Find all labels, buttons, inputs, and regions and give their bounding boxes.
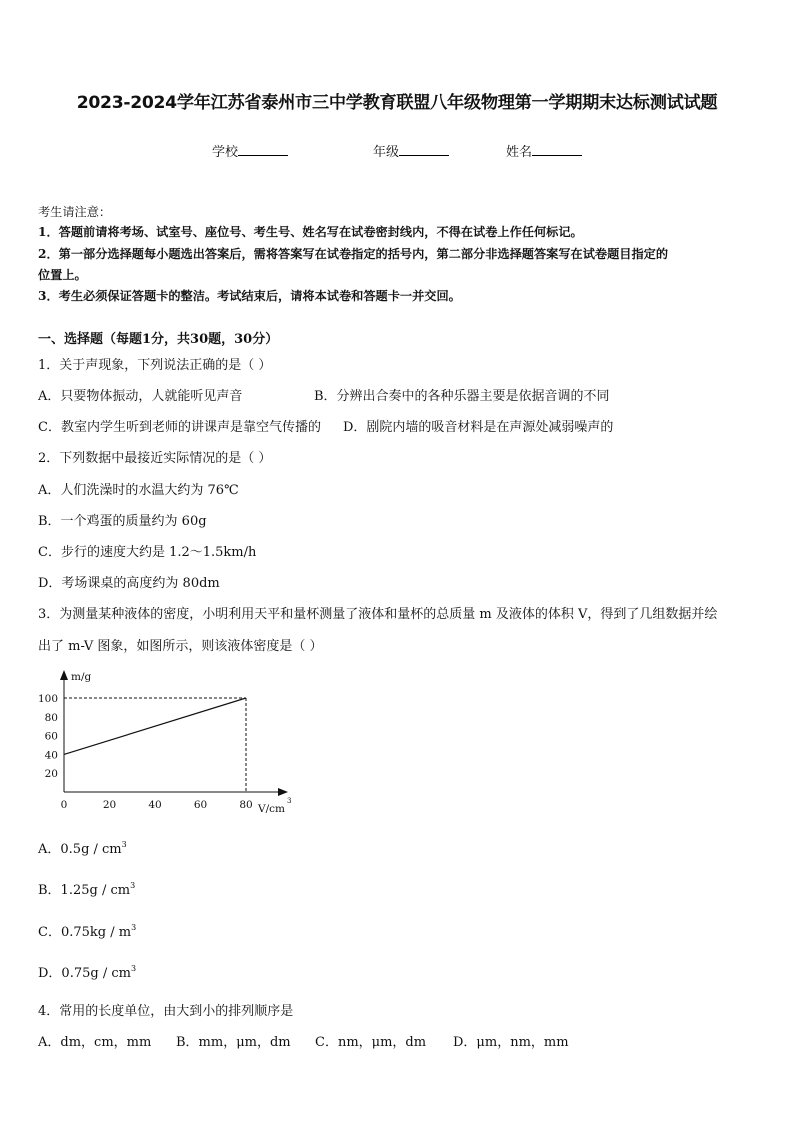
q1-stem: 1．关于声现象，下列说法正确的是（ ） [38, 358, 272, 373]
y-axis-label: m/g [71, 671, 92, 683]
q3-option-a-text: A．0.5g / cm [38, 842, 122, 857]
q2-option-a[interactable]: A．人们洗澡时的水温大约为 76℃ [38, 483, 239, 498]
q3-option-b-text: B．1.25g / cm [38, 883, 131, 898]
grade-blank[interactable] [399, 143, 449, 156]
y-tick-label: 100 [37, 693, 58, 705]
notice-item-1: 1．答题前请将考场、试室号、座位号、考生号、姓名写在试卷密封线内，不得在试卷上作任何标记。 [38, 225, 583, 239]
q4-option-d[interactable]: D．μm，nm，mm [453, 1035, 569, 1050]
grade-label: 年级 [373, 145, 400, 160]
y-axis-arrow [60, 670, 68, 680]
notice-heading: 考生请注意： [38, 205, 112, 219]
q2-option-d[interactable]: D．考场课桌的高度约为 80dm [38, 576, 220, 591]
q1-option-b[interactable]: B．分辨出合奏中的各种乐器主要是依据音调的不同 [314, 389, 610, 404]
school-blank[interactable] [238, 143, 288, 156]
q3-option-d-text: D．0.75g / cm [38, 966, 131, 981]
x-axis-arrow [278, 788, 288, 796]
q1-option-d[interactable]: D．剧院内墙的吸音材料是在声源处减弱噪声的 [343, 420, 614, 435]
q3-option-d-exp: 3 [130, 964, 137, 973]
q4-stem: 4．常用的长度单位，由大到小的排列顺序是 [38, 1004, 294, 1019]
x-tick-label: 20 [102, 799, 117, 811]
school-label: 学校 [212, 145, 239, 160]
x-tick-label: 40 [148, 799, 162, 811]
q1-option-a[interactable]: A．只要物体振动，人就能听见声音 [38, 389, 243, 404]
series-line [64, 698, 246, 754]
q2-option-b[interactable]: B．一个鸡蛋的质量约为 60g [38, 514, 207, 529]
q4-option-b[interactable]: B．mm，μm，dm [176, 1035, 291, 1050]
name-label: 姓名 [506, 145, 533, 160]
q3-option-c-exp: 3 [131, 923, 137, 932]
notice-item-3: 3．考生必须保证答题卡的整洁。考试结束后，请将本试卷和答题卡一并交回。 [38, 289, 461, 303]
y-tick-label: 80 [44, 711, 58, 724]
notice-item-2: 2．第一部分选择题每小题选出答案后，需将答案写在试卷指定的括号内，第二部分非选择题答案写在试卷题目指定的 [38, 247, 669, 261]
q2-option-c[interactable]: C．步行的速度大约是 1.2～1.5km/h [38, 545, 257, 560]
grade-field [373, 141, 449, 160]
q3-option-c-text: C．0.75kg / m [38, 925, 132, 940]
y-tick-labels [38, 693, 58, 780]
data-series [64, 698, 246, 754]
x-tick-label: 80 [239, 799, 253, 811]
q3-stem-line1: 3．为测量某种液体的密度，小明利用天平和量杯测量了液体和量杯的总质量 m 及液体的体积 V，得到了几组数据并绘 [38, 607, 718, 622]
x-axis-label-exponent: 3 [287, 797, 292, 805]
name-field [506, 141, 582, 160]
q3-option-b[interactable] [38, 879, 135, 898]
q3-option-d[interactable] [38, 962, 136, 981]
x-tick-label: 0 [60, 799, 68, 811]
q1-option-c[interactable]: C．教室内学生听到老师的讲课声是靠空气传播的 [38, 420, 321, 435]
q4-option-a[interactable]: A．dm，cm，mm [38, 1035, 152, 1050]
q4-option-c[interactable]: C．nm，μm，dm [315, 1035, 427, 1050]
x-axis-label: V/cm [258, 803, 285, 815]
x-tick-labels [61, 799, 253, 811]
y-tick-label: 40 [44, 749, 58, 762]
school-field [212, 141, 288, 160]
y-tick-label: 60 [44, 730, 58, 743]
q3-option-b-exp: 3 [130, 881, 136, 890]
guide-lines [64, 698, 246, 792]
section-heading: 一、选择题（每题1分，共30题，30分） [38, 332, 279, 347]
q3-option-a[interactable] [38, 838, 127, 857]
page-title: 2023-2024学年江苏省泰州市三中学教育联盟八年级物理第一学期期末达标测试试题 [76, 93, 718, 113]
mv-chart [30, 662, 320, 822]
x-tick-label: 60 [193, 799, 208, 811]
y-tick-label: 20 [44, 768, 58, 781]
q3-stem-line2: 出了 m-V 图象，如图所示，则该液体密度是（ ） [38, 639, 323, 654]
notice-item-2-cont: 位置上。 [38, 268, 87, 282]
q3-option-c[interactable] [38, 921, 136, 940]
name-blank[interactable] [532, 143, 582, 156]
q3-option-a-exp: 3 [121, 840, 127, 849]
q2-stem: 2．下列数据中最接近实际情况的是（ ） [38, 451, 272, 466]
